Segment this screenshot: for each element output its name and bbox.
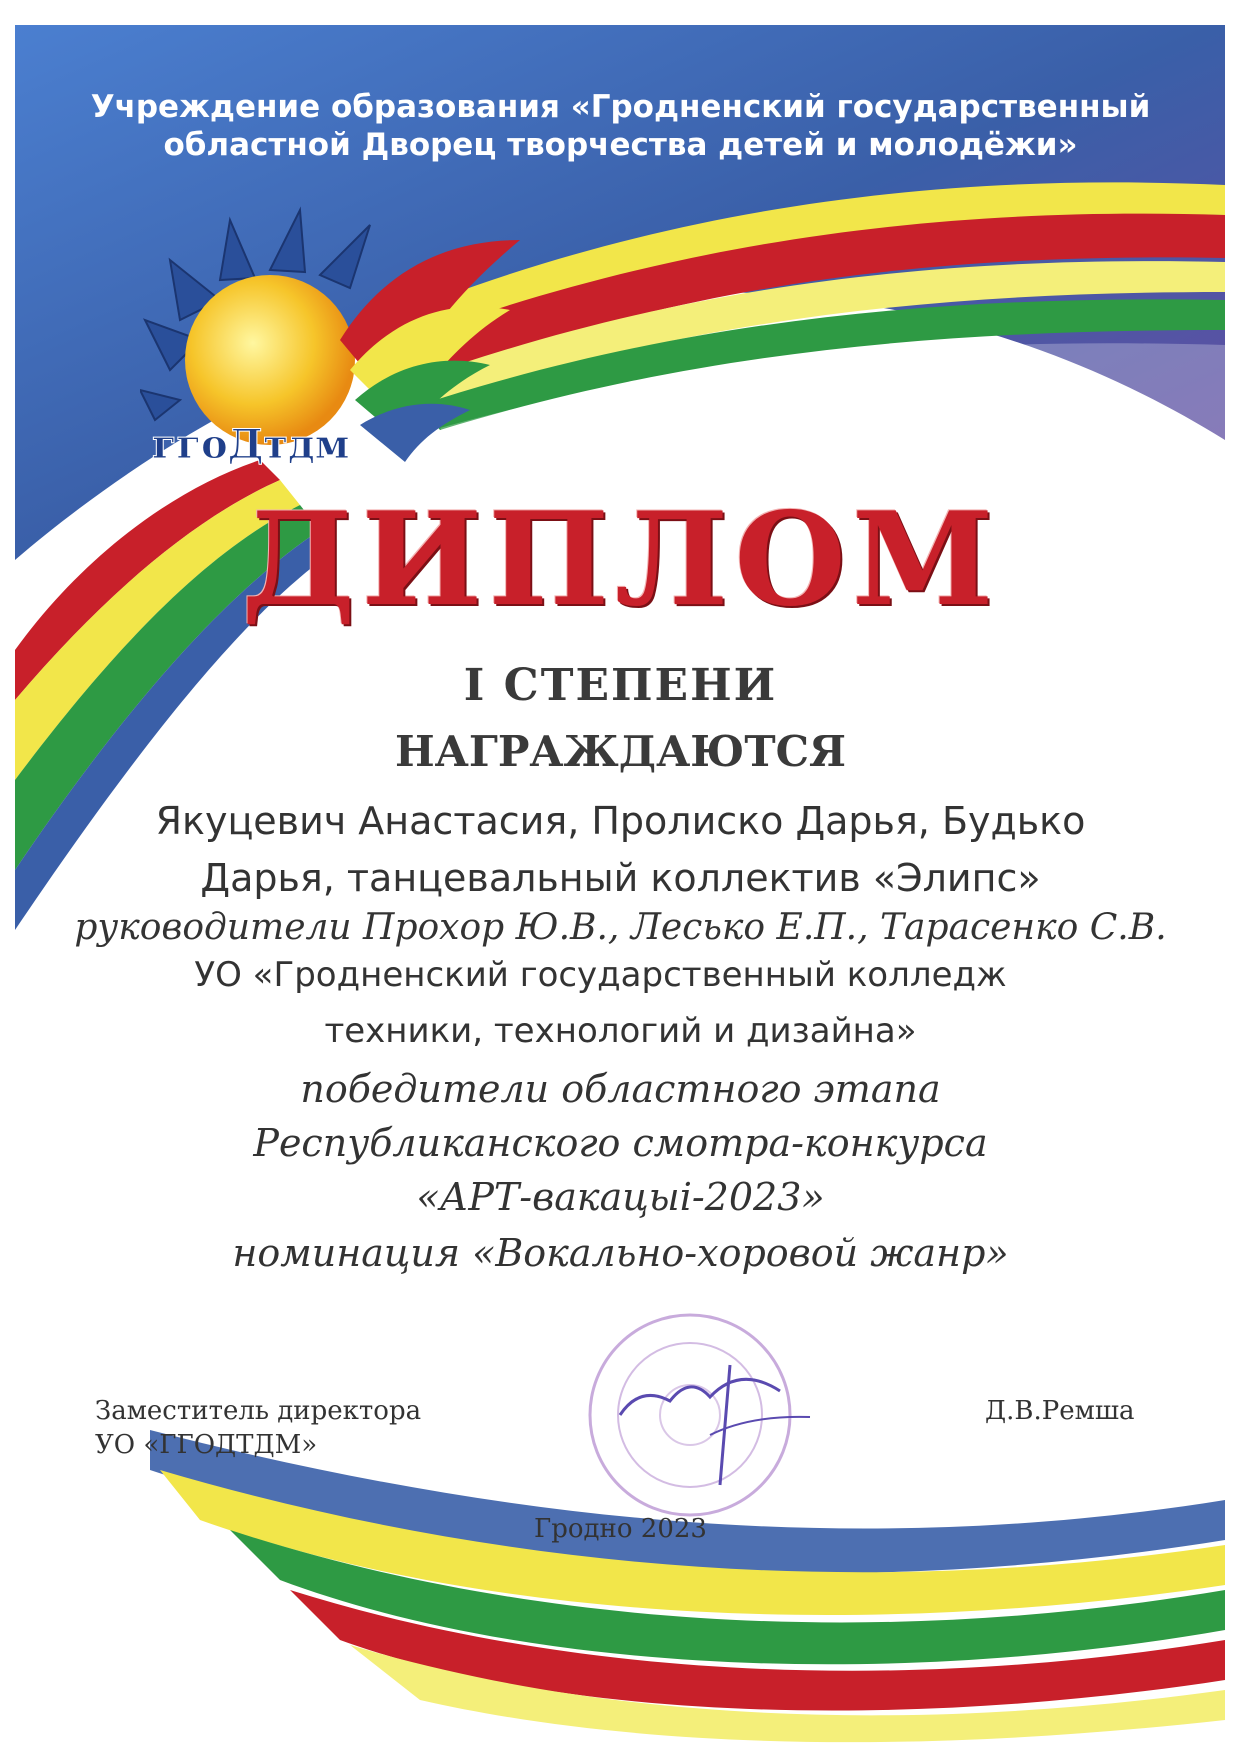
institution-line-1: УО «Гродненский государственный колледж [194,955,1007,995]
signatory-name: Д.В.Ремша [985,1396,1135,1426]
signatory-position [95,1394,421,1462]
logo-text: ггоДтдм [152,421,350,468]
signatory-position-line-2: УО «ГГОДТДМ» [95,1430,318,1460]
header-line-1: Учреждение образования «Гродненский государственный [90,89,1151,125]
institution-line-2: техники, технологий и дизайна» [324,1011,917,1051]
winners-line-3: «АРТ-вакацыі-2023» [416,1175,825,1219]
winners-line-1: победители областного этапа [300,1067,941,1111]
awarded-heading: НАГРАЖДАЮТСЯ [394,727,847,776]
winners-line-2: Республиканского смотра-конкурса [253,1121,988,1165]
leaders-line: руководители Прохор Ю.В., Лесько Е.П., Тарасенко С.В. [74,907,1167,948]
nomination-line: номинация «Вокально-хоровой жанр» [232,1231,1009,1275]
city-year: Гродно 2023 [534,1514,707,1544]
awardees-line-2: Дарья, танцевальный коллектив «Элипс» [200,856,1041,900]
diploma-title: ДИПЛОМ [241,485,1000,635]
header-line-2: областной Дворец творчества детей и молодёжи» [163,127,1078,163]
signatory-position-line-1: Заместитель директора [95,1396,422,1426]
sun-logo-icon [140,200,530,490]
official-stamp-icon [580,1305,840,1525]
awardees-line-1: Якуцевич Анастасия, Пролиско Дарья, Будько [155,799,1086,843]
diploma-degree: I СТЕПЕНИ [463,660,778,711]
